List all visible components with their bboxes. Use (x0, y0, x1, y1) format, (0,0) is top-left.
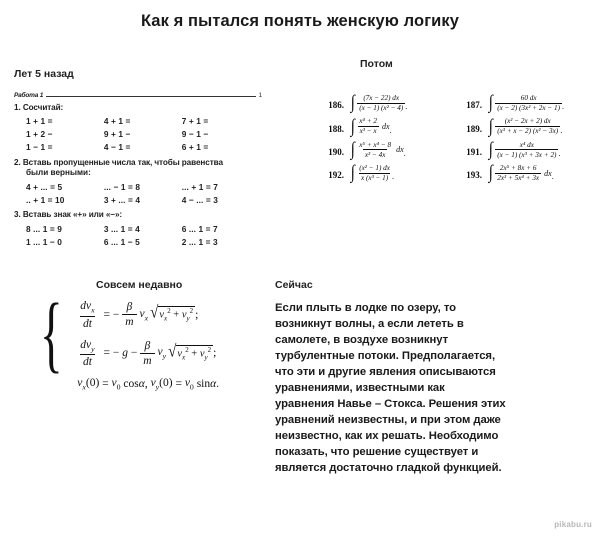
worksheet-rule (46, 96, 255, 97)
integral-sign-icon: ∫ (350, 139, 355, 161)
page-title: Как я пытался понять женскую логику (140, 12, 460, 30)
equals-sign: = (172, 378, 185, 391)
v0-term (185, 377, 194, 391)
curly-brace-icon: { (40, 285, 63, 381)
integral-tail: . (551, 172, 554, 182)
integral-sign-icon: ∫ (488, 139, 493, 161)
radicand (176, 345, 213, 362)
integral-item (458, 164, 596, 182)
subscript-x: x (164, 315, 168, 324)
zero-argument: (0) (85, 377, 100, 390)
fraction-numerator (77, 300, 97, 316)
derivative-fraction (77, 339, 97, 369)
radicand (158, 306, 195, 323)
task-row (26, 128, 262, 141)
subscript-0: 0 (189, 382, 194, 392)
fraction-denominator: 2x³ + 5x⁴ + 3x (497, 174, 540, 183)
integral-fraction (495, 94, 565, 113)
cos-label: cos (123, 378, 139, 391)
task-cell: 1 + 1 = (26, 116, 53, 127)
integral-sign-icon: ∫ (350, 162, 355, 184)
integral-differential: dx (396, 145, 404, 155)
integral-item (458, 117, 596, 135)
fraction-numerator: x⁵ + x⁴ − 8 (359, 140, 392, 149)
task-cell: 2 ... 1 = 3 (181, 236, 218, 247)
task-number: 3. (14, 210, 21, 220)
task-cell: 3 ... 1 = 4 (103, 223, 140, 234)
fraction-numerator: 60 dx (520, 94, 537, 102)
integral-fraction (495, 117, 563, 136)
superscript-2: 2 (189, 308, 194, 316)
fraction-numerator: β (144, 339, 151, 352)
task-rows (26, 223, 262, 249)
task-cell: 6 + 1 = (181, 141, 209, 152)
superscript-2: 2 (185, 347, 189, 355)
fraction-denominator: (x − 2) (3x² + 2x − 1) (497, 104, 561, 113)
fraction-numerator: x⁴ + 2 (359, 117, 377, 126)
plus-sign: + (170, 309, 182, 321)
integral-tail: . (389, 125, 392, 135)
superscript-2: 2 (167, 308, 171, 316)
v-symbol: v (77, 377, 83, 390)
beta-over-m-fraction (122, 301, 136, 328)
integral-differential: dx (381, 122, 390, 132)
integral-sign-icon: ∫ (350, 115, 355, 137)
task-row (26, 141, 262, 154)
velocity-vx (140, 308, 149, 322)
subscript-y: y (155, 382, 160, 392)
fraction-numerator (77, 339, 97, 355)
task-text-continued: были верными: (26, 168, 91, 178)
v-symbol: v (150, 377, 156, 390)
worksheet-label: Работа 1 (14, 92, 44, 99)
integral-fraction (495, 164, 541, 182)
task-cell: 4 + 1 = (103, 116, 131, 127)
task-rows (26, 181, 262, 207)
integral-tail: . (562, 102, 565, 112)
worksheet-page-number: 1 (258, 93, 262, 99)
subscript-x: x (82, 382, 86, 392)
v-symbol: v (111, 377, 117, 390)
task-text: Сосчитай: (22, 103, 64, 112)
fraction-denominator: x (x³ − 1) (361, 174, 389, 183)
integral-item (458, 94, 596, 112)
integral-fraction (495, 140, 561, 159)
integral-fraction (357, 94, 408, 113)
subscript-y: y (204, 353, 208, 362)
integral-number: 193. (466, 170, 482, 181)
task-row (26, 236, 262, 249)
subscript-x: x (91, 305, 95, 315)
subscript-x: x (144, 312, 149, 322)
initial-condition-vx (77, 377, 99, 391)
integral-fraction (357, 117, 379, 135)
subscript-y: y (91, 343, 95, 353)
v-symbol: v (159, 309, 165, 321)
subscript-y: y (162, 351, 167, 361)
integrals-scan (320, 94, 596, 187)
section-heading-later: Потом (360, 58, 393, 70)
v-symbol: v (177, 348, 183, 360)
integral-item (320, 94, 458, 112)
integral-row (320, 164, 596, 182)
integral-sign-icon: ∫ (488, 162, 493, 184)
v-symbol: v (184, 377, 190, 390)
sin-label: sin (196, 378, 211, 391)
square-root (168, 342, 213, 362)
navier-stokes-description: Если плыть в лодке по озеру, то возникнут волны, а если лететь в самолете, в воздухе возникнут турбулентные потоки. Предполагается, что эти и другие явления описываются уравнениями, известными как уравнения Навье – Стокса. Решения этих уравнений неизвестны, и при этом даже неизвестно, как их решать. Необходимо показать, что решение существует и является достаточно гладкой функцией. (275, 302, 506, 475)
minus-sign: − (127, 347, 141, 360)
task-cell: 1 + 2 − (26, 129, 53, 140)
square-root (150, 306, 195, 323)
task-cell: 4 + ... = 5 (26, 181, 63, 192)
integral-number: 187. (466, 100, 482, 111)
task-text: Вставь знак «+» или «−»: (22, 210, 123, 220)
integral-item (458, 141, 596, 159)
sin-function (194, 378, 210, 390)
worksheet-task (14, 158, 262, 168)
integral-row (320, 141, 596, 159)
integral-tail: . (391, 172, 394, 182)
task-number: 1. (14, 103, 21, 112)
fraction-denominator: m (140, 353, 154, 367)
v-symbol: v (157, 346, 163, 359)
comma: , (144, 378, 148, 391)
integral-number: 191. (466, 146, 482, 157)
integral-item (320, 164, 458, 182)
worksheet-task (14, 210, 262, 220)
beta-over-m-fraction (140, 340, 154, 367)
task-cell: 9 + 1 − (103, 129, 131, 140)
task-cell: 1 ... 1 − 0 (26, 236, 62, 247)
semicolon: ; (213, 347, 217, 360)
zero-argument: (0) (159, 377, 173, 390)
system-equation-1 (77, 300, 219, 330)
fraction-numerator: β (126, 301, 133, 314)
radical-icon: √ (168, 342, 177, 362)
fraction-numerator: x⁴ dx (519, 140, 534, 149)
v-symbol: v (199, 348, 205, 360)
radical-icon: √ (150, 304, 159, 323)
integral-fraction (357, 141, 393, 159)
equals-sign: = − (100, 347, 123, 360)
semicolon: ; (195, 308, 199, 321)
integral-sign-icon: ∫ (488, 115, 493, 137)
integral-tail: . (558, 149, 561, 159)
task-cell: .. + 1 = 10 (26, 194, 65, 205)
cos-function (121, 378, 139, 390)
fraction-numerator: 2x⁵ + 8x + 6 (499, 164, 537, 173)
integral-number: 192. (328, 170, 344, 181)
alpha-symbol: α (210, 378, 217, 391)
subscript-0: 0 (116, 382, 121, 392)
task-rows (26, 115, 262, 154)
fraction-denominator: dt (80, 354, 95, 368)
system-equation-3 (77, 377, 219, 391)
section-heading-now: Сейчас (275, 279, 313, 291)
integral-row (320, 94, 596, 112)
fraction-denominator: x³ − x (359, 127, 377, 136)
subscript-y: y (186, 315, 190, 324)
task-row (26, 223, 262, 236)
worksheet-header (14, 92, 262, 99)
integral-tail: . (560, 125, 563, 135)
plus-sign: + (188, 348, 200, 360)
integral-differential: dx (544, 168, 552, 178)
task-cell: 4 − ... = 3 (181, 194, 218, 205)
v0-term (112, 377, 121, 391)
dv-symbol: dv (80, 338, 92, 351)
task-text: Вставь пропущенные числа так, чтобы равенства (22, 157, 223, 167)
integral-number: 189. (466, 123, 482, 134)
watermark: pikabu.ru (554, 520, 592, 529)
period: . (216, 378, 220, 391)
superscript-2: 2 (207, 347, 212, 355)
task-row (26, 115, 262, 128)
system-equations (71, 300, 219, 391)
task-cell: 3 + ... = 4 (103, 194, 141, 205)
fraction-denominator: x³ − 4x (364, 150, 386, 159)
integral-number: 190. (328, 146, 344, 157)
task-cell: 4 − 1 = (103, 141, 131, 152)
section-heading-recent: Совсем недавно (96, 279, 183, 291)
integral-number: 188. (328, 123, 344, 134)
integral-tail: . (403, 149, 406, 159)
alpha-symbol: α (138, 378, 145, 391)
task-cell: ... + 1 = 7 (181, 181, 218, 192)
derivative-fraction (77, 300, 97, 330)
subscript-x: x (182, 353, 186, 362)
v-symbol: v (181, 309, 187, 321)
gravity-symbol: g (122, 347, 128, 360)
task-cell: 7 + 1 = (181, 116, 209, 127)
section-heading-past: Лет 5 назад (14, 68, 74, 80)
fraction-denominator: dt (80, 316, 95, 330)
task-cell: 8 ... 1 = 9 (26, 223, 62, 234)
system-equation-2 (77, 339, 219, 369)
integral-row (320, 117, 596, 135)
fraction-numerator: (x² − 1) dx (359, 164, 390, 173)
fraction-denominator: (x − 1) (x³ + 3x + 2) (497, 150, 557, 159)
task-row (26, 194, 262, 207)
integral-sign-icon: ∫ (350, 92, 355, 114)
fraction-denominator: (x³ + x − 2) (x² − 3x) (497, 127, 559, 136)
integral-number: 186. (328, 100, 344, 111)
initial-condition-vy (148, 377, 173, 391)
task-cell: 6 ... 1 − 5 (103, 236, 140, 247)
velocity-vy (158, 346, 167, 360)
worksheet-task (14, 103, 262, 113)
integral-sign-icon: ∫ (488, 92, 493, 114)
fraction-denominator: (x − 1) (x² − 4) (359, 104, 404, 113)
task-cell: 6 ... 1 = 7 (181, 223, 218, 234)
v-symbol: v (139, 307, 145, 320)
dv-symbol: dv (80, 300, 92, 312)
fraction-numerator: (7x − 22) dx (363, 94, 400, 102)
integral-item (320, 117, 458, 135)
task-row (26, 181, 262, 194)
task-cell: ... − 1 = 8 (103, 181, 141, 192)
task-cell: 1 − 1 = (26, 141, 53, 152)
fraction-denominator: m (122, 314, 136, 328)
fraction-numerator: (x² − 2x + 2) dx (504, 117, 551, 126)
equals-sign: = (99, 378, 112, 391)
task-cell: 9 − 1 − (181, 129, 209, 140)
task-number: 2. (14, 157, 21, 167)
worksheet-scan (14, 92, 262, 248)
integral-tail: . (405, 102, 408, 112)
equals-sign: = − (100, 308, 123, 321)
integral-item (320, 141, 458, 159)
integral-fraction (357, 164, 392, 182)
